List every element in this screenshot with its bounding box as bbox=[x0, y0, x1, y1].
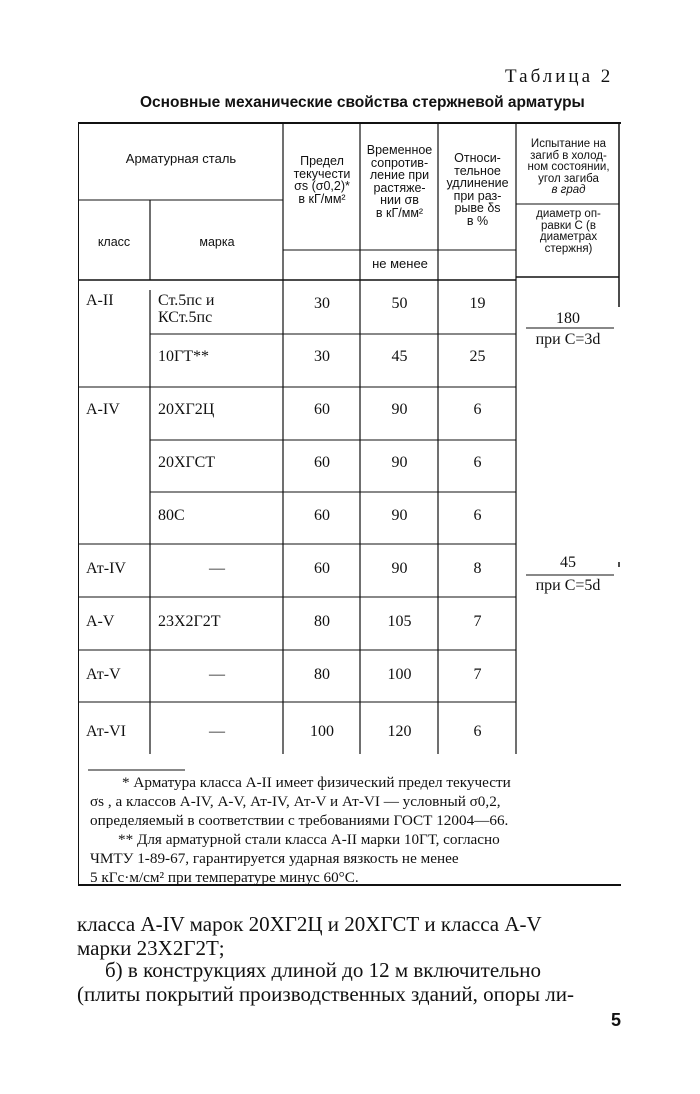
elongation-header-line: тельное bbox=[454, 163, 501, 178]
tensile-header-line: сопротив- bbox=[370, 155, 429, 170]
footnote-2-line: 5 кГс·м/см² при температуре минус 60°С. bbox=[90, 869, 359, 886]
yield-cell: 60 bbox=[314, 401, 330, 418]
bend-header-line: Испытание на bbox=[530, 138, 607, 150]
tensile-cell: 100 bbox=[387, 666, 412, 683]
yield-cell: 80 bbox=[314, 613, 330, 630]
bend-subheader-line: равки С (в bbox=[541, 219, 596, 232]
footnotes bbox=[90, 773, 612, 887]
elongation-cell: 6 bbox=[473, 401, 482, 418]
yield-cell: 60 bbox=[314, 454, 330, 471]
elongation-cell: 6 bbox=[473, 723, 482, 740]
elongation-cell: 19 bbox=[469, 295, 486, 312]
class-cell: Ат-V bbox=[86, 666, 121, 683]
elongation-column-header bbox=[439, 152, 516, 227]
footnote-1-line: * Арматура класса А-II имеет физический предел текучести bbox=[122, 774, 511, 791]
tensile-cell: 90 bbox=[391, 454, 408, 471]
yield-header-line: текучести bbox=[293, 166, 351, 181]
bend-angle-group1: 180 bbox=[556, 310, 580, 327]
yield-cell: 80 bbox=[314, 666, 330, 683]
yield-cell: 60 bbox=[314, 560, 330, 577]
grade-cell: 20ХГСТ bbox=[158, 454, 216, 471]
bend-condition-group1: при С=3d bbox=[535, 331, 601, 348]
bend-header-line: угол загиба bbox=[538, 172, 599, 185]
not-less-header: не менее bbox=[372, 256, 428, 271]
tensile-header-line: в кГ/мм² bbox=[375, 205, 424, 220]
tensile-cell: 120 bbox=[387, 723, 412, 740]
tensile-header-line: нии σв bbox=[380, 193, 419, 207]
tensile-cell: 90 bbox=[391, 560, 408, 577]
elongation-header-line: в % bbox=[466, 213, 489, 228]
tensile-header-line: ление при bbox=[369, 168, 430, 182]
class-cell: А-IV bbox=[86, 401, 120, 418]
class-cell: Ат-IV bbox=[86, 560, 126, 577]
tensile-header-line: Временное bbox=[366, 143, 433, 157]
body-text-line: марки 23Х2Г2Т; bbox=[77, 936, 225, 960]
bend-subheader-line: диаметр оп- bbox=[536, 208, 601, 220]
grade-cell: 20ХГ2Ц bbox=[158, 401, 215, 418]
elongation-cell: 6 bbox=[473, 507, 482, 524]
elongation-header-line: удлинение bbox=[446, 176, 509, 190]
class-cell: Ат-VI bbox=[86, 723, 126, 740]
yield-cell: 100 bbox=[310, 723, 334, 740]
table-number: Таблица 2 bbox=[505, 66, 614, 87]
steel-group-header: Арматурная сталь bbox=[125, 151, 237, 166]
footnote-1-line: определяемый в соответствии с требованиями ГОСТ 12004—66. bbox=[90, 812, 509, 829]
bend-header-line: в град bbox=[551, 184, 586, 196]
bend-column-header bbox=[517, 139, 620, 197]
body-text-line: (плиты покрытий производственных зданий, опоры ли- bbox=[77, 982, 574, 1006]
class-column-header: класс bbox=[97, 235, 131, 249]
yield-header-line: σs (σ0,2)* bbox=[294, 179, 350, 193]
bend-header-line: ном состоянии, bbox=[527, 161, 610, 173]
bend-subheader bbox=[517, 209, 620, 255]
elongation-header-line: Относи- bbox=[454, 151, 501, 165]
bend-subheader-line: диаметрах bbox=[539, 231, 598, 243]
grade-line: Ст.5пс и bbox=[158, 292, 215, 309]
body-text-line: класса А-IV марок 20ХГ2Ц и 20ХГСТ и класса А-V bbox=[77, 912, 542, 936]
properties-table bbox=[78, 122, 621, 887]
grade-cell: 23Х2Г2Т bbox=[158, 613, 221, 630]
table-title: Основные механические свойства стержневой арматуры bbox=[140, 94, 585, 111]
tensile-column-header bbox=[361, 144, 438, 219]
yield-cell: 30 bbox=[314, 295, 330, 312]
footnote-1-line: σs , а классов А-IV, А-V, Ат-IV, Ат-V и Ат-VI — условный σ0,2, bbox=[90, 793, 501, 810]
class-cell: А-V bbox=[86, 613, 115, 630]
tensile-cell: 45 bbox=[391, 348, 408, 365]
yield-cell: 60 bbox=[314, 507, 330, 524]
yield-cell: 30 bbox=[314, 348, 330, 365]
elongation-header-line: рыве δs bbox=[454, 201, 501, 215]
elongation-cell: 7 bbox=[473, 613, 482, 630]
grade-line: КСт.5пс bbox=[158, 309, 213, 326]
grade-cell: — bbox=[209, 666, 225, 683]
grade-cell: — bbox=[209, 560, 225, 577]
footnote-2-line: ЧМТУ 1-89-67, гарантируется ударная вязкость не менее bbox=[90, 850, 459, 867]
grade-cell bbox=[158, 292, 214, 326]
bend-angle-group2: 45 bbox=[560, 554, 576, 571]
tensile-header-line: растяже- bbox=[373, 180, 426, 195]
bend-subheader-line: стержня) bbox=[544, 242, 593, 255]
body-text-line: б) в конструкциях длиной до 12 м включительно bbox=[105, 958, 541, 982]
tensile-cell: 90 bbox=[391, 507, 408, 524]
page-number: 5 bbox=[611, 1010, 622, 1030]
yield-column-header bbox=[284, 155, 360, 205]
grade-cell: 80С bbox=[158, 507, 185, 524]
class-cell: А-II bbox=[86, 292, 114, 309]
grade-cell: 10ГТ** bbox=[158, 348, 210, 365]
grade-column-header: марка bbox=[199, 235, 235, 249]
tensile-cell: 50 bbox=[391, 295, 408, 312]
elongation-cell: 25 bbox=[469, 348, 486, 365]
elongation-cell: 6 bbox=[473, 454, 482, 471]
bend-header-line: загиб в холод- bbox=[530, 149, 607, 162]
tensile-cell: 90 bbox=[391, 401, 408, 418]
grade-cell: — bbox=[209, 723, 225, 740]
elongation-header-line: при раз- bbox=[453, 188, 502, 203]
yield-header-line: в кГ/мм² bbox=[298, 191, 346, 206]
tensile-cell: 105 bbox=[387, 613, 412, 630]
elongation-cell: 8 bbox=[473, 560, 482, 577]
elongation-cell: 7 bbox=[473, 666, 482, 683]
yield-header-line: Предел bbox=[300, 154, 344, 168]
bend-condition-group2: при С=5d bbox=[535, 577, 601, 594]
footnote-2-line: ** Для арматурной стали класса А-II марки 10ГТ, согласно bbox=[118, 831, 500, 848]
